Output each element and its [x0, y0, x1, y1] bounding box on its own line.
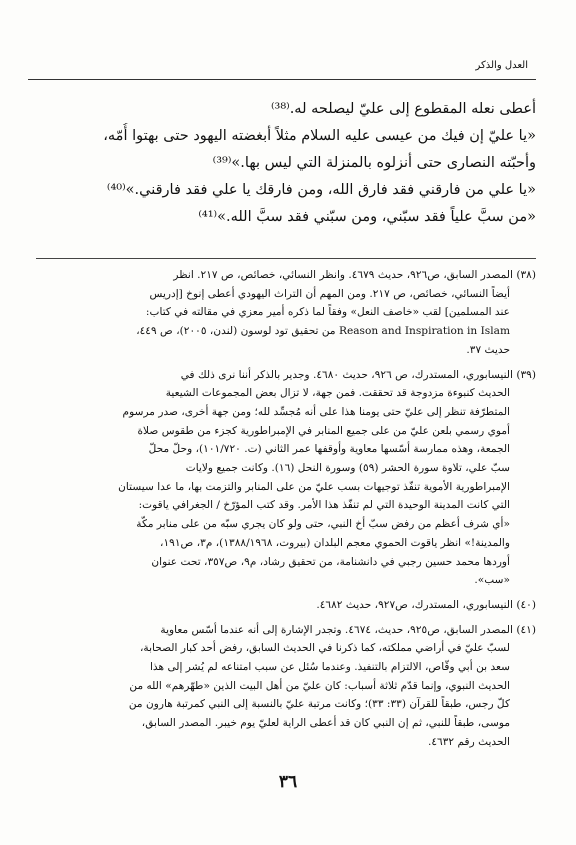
footnote-line: (٣٩) النيسابوري، المستدرك، ص ٩٢٦، حديث ٤٦٨٠. وجدير بالذكر أننا نرى ذلك في — [180, 368, 536, 381]
main-text — [44, 96, 536, 231]
footnote-line: المتطرّفة تنظر إلى عليّ حتى يومنا هذا على أنه مُجسِّد لله؛ ومن جهة أخرى، صدر مرسوم — [122, 405, 510, 418]
footnote-line: سبّ علي، تلاوة سورة الحشر (٥٩) وسورة النحل (١٦). وكانت جميع ولايات — [185, 462, 510, 475]
body-line: «من سبَّ علياً فقد سبّني، ومن سبّني فقد سبَّ الله.»⁽⁴¹⁾ — [198, 209, 536, 225]
footnote-line: أيضاً النسائي، خصائص، ص ٢١٧. ومن المهم أن التراث اليهودي أعطى إنوخ [إدريس — [149, 287, 510, 300]
footnote-line: «أي شرف أعظم من رفض سبّ أخ النبي، حتى ولو كان يجري سبّه من على منابر مكّة — [136, 518, 510, 531]
footnote-line: حديث ٣٧. — [466, 343, 510, 356]
footnote-line: «سب». — [474, 574, 510, 587]
footnote-line: Reason and Inspiration in Islam من تحقيق تود لوسون (لندن، ٢٠٠٥)، ص ٤٤٩، — [136, 325, 510, 338]
body-line: «يا عليّ إن فيك من عيسى عليه السلام مثلاً أبغضته اليهود حتى بهتوا أُمّه، — [103, 128, 536, 144]
body-line: «يا علي من فارقني فقد فارق الله، ومن فارقك يا علي فقد فارقني.»⁽⁴⁰⁾ — [106, 182, 536, 198]
footnotes — [26, 266, 536, 758]
footnote-line: الجمعة، وهذه ممارسة أسّسها معاوية وأوقفها عمر الثاني (ت. ١٠١/٧٢٠)، وحلّ محلّ — [148, 443, 510, 456]
body-line: أعطى نعله المقطوع إلى عليّ ليصلحه له.⁽³⁸⁾ — [270, 101, 536, 117]
footnote-line: والمدينة!» انظر ياقوت الحموي معجم البلدان (بيروت، ١٣٨٨/١٩٦٨)، م٣، ص١٩١، — [160, 536, 510, 549]
body-line: وأحبّته النصارى حتى أنزلوه بالمنزلة التي ليس بها.»⁽³⁹⁾ — [212, 155, 536, 171]
footnote-line: موسى، طبقاً للنبي، ثم إن النبي كان قد أعطى الراية لعليّ يوم خيبر. المصدر السابق، — [141, 717, 510, 730]
footnote-line: التي كانت المدينة الوحيدة التي لم تنفّذ هذا الأمر. وقد كتب المؤرّخ / الجغرافي ياقوت: — [138, 499, 510, 512]
page-number: ٣٦ — [278, 772, 298, 792]
footnote-line: لسبّ عليّ في أراضي مملكته، كما ذكرنا في الحديث السابق، رفض أحد كبار الصحابة، — [139, 642, 510, 655]
footnote-line: عند المسلمين] لقب «خاصف النعل» وفقاً لما ذكره أمير معزي في مقالته في كتاب: — [145, 306, 510, 319]
footnote-line: الحديث رقم ٤٦٣٢. — [427, 735, 510, 748]
footnote-line: (٣٨) المصدر السابق، ص٩٢٦، حديث ٤٦٧٩. وانظر النسائي، خصائص، ص ٢١٧. انظر — [173, 269, 536, 281]
footnote-39 — [26, 366, 536, 590]
footnote-line: أموي رسمي بلعن عليّ من على جميع المنابر في الإمبراطورية كجزء من طقوس صلاة — [137, 424, 510, 437]
footnote-line: الحديث كنبوءة مزدوجة قد تحققت. فمن جهة، لا تزال بعض المجموعات الشيعية — [165, 387, 510, 400]
header-rule — [28, 79, 536, 80]
footnote-line: كلّ رجس، طبقاً للقرآن (٣٣: ٣٣)؛ وكانت مرتبة عليّ بالنسبة إلى النبي كمرتبة هارون من — [128, 698, 510, 711]
footnote-40 — [26, 596, 536, 615]
footnote-separator — [36, 258, 536, 259]
footnote-line: (٤٠) النيسابوري، المستدرك، ص٩٢٧، حديث ٤٦٨٢. — [316, 598, 536, 611]
footnote-line: الحديث النبوي، وإنما قدّم ثلاثة أسباب: كان عليّ من أهل البيت الذين «طهّرهم» الله من — [129, 679, 510, 692]
footnote-line: أوردها محمد حسين رجبي في دانشنامة، من تحقيق رشاد، م٩، ص٣٥٧، تحت عنوان — [151, 555, 510, 568]
footnote-41 — [26, 621, 536, 752]
running-head: العدل والذكر — [475, 60, 528, 71]
footnote-38 — [26, 266, 536, 360]
footnote-line: (٤١) المصدر السابق، ص٩٢٥، حديث، ٤٦٧٤. وتجدر الإشارة إلى أنه عندما أسّس معاوية — [160, 623, 536, 636]
footnote-line: سعد بن أبي وقّاص، الالتزام بالتنفيذ. وعندما سُئل عن سبب امتناعه لم يُشر إلى هذا — [149, 661, 510, 674]
footnote-line: الإمبراطورية الأموية تنفّذ توجيهات بسب عليّ من على المنابر والتزمت بها، ما عدا سيستان — [118, 480, 510, 493]
